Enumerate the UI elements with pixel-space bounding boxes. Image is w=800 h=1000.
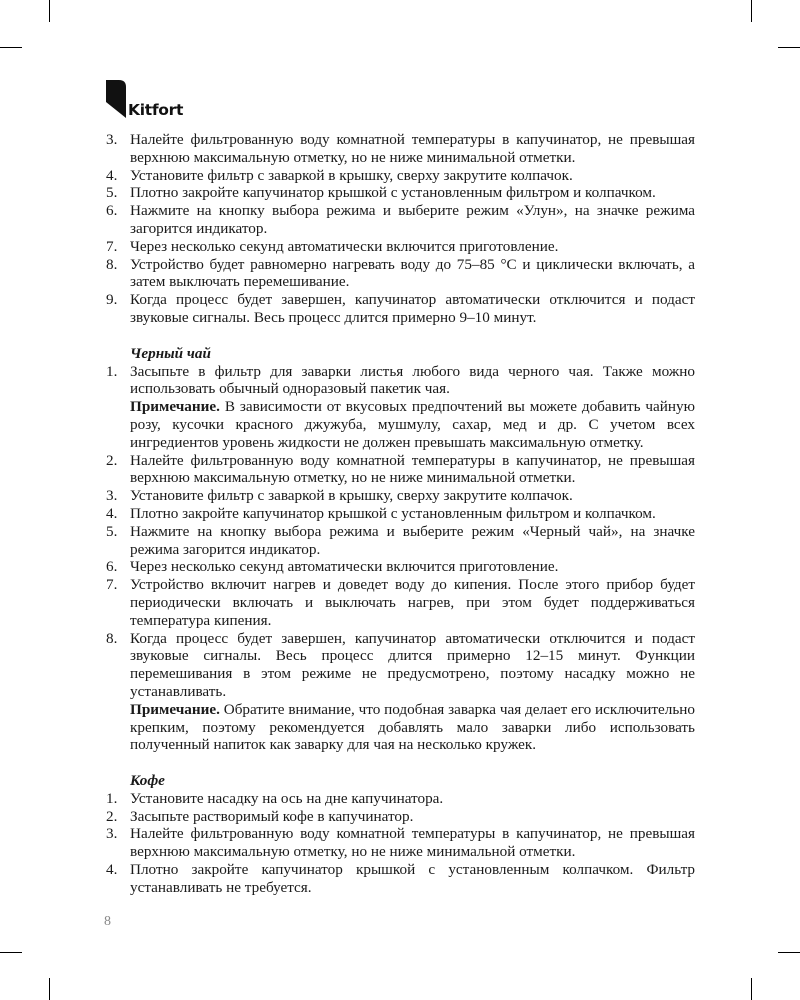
list-item [106, 256, 695, 292]
item-number: 3. [106, 487, 118, 505]
item-text: Засыпьте в фильтр для заварки листья любого вида черного чая. Также можно использовать обычный одноразовый пакетик чая. [130, 362, 695, 398]
item-number: 4. [106, 861, 118, 879]
list-item [106, 202, 695, 238]
item-number: 5. [106, 522, 118, 540]
list-item [106, 363, 695, 452]
item-number: 8. [106, 629, 118, 647]
list-item [106, 291, 695, 327]
note-label: Примечание. [130, 700, 220, 718]
crop-mark-bottom-left-h [0, 952, 22, 953]
note [130, 398, 695, 451]
item-text: Через несколько секунд автоматически включится приготовление. [130, 558, 559, 576]
note [130, 701, 695, 754]
brand-name: Kitfort [128, 100, 184, 119]
item-number: 4. [106, 166, 118, 184]
instruction-list [106, 131, 695, 327]
list-item [106, 238, 695, 256]
section-title: Черный чай [130, 344, 211, 362]
item-text: Плотно закройте капучинатор крышкой с установленным колпачком. Фильтр устанавливать не требуется. [130, 861, 695, 896]
item-number: 3. [106, 825, 118, 843]
note-label: Примечание. [130, 398, 220, 416]
list-item [106, 167, 695, 185]
item-text: Устройство включит нагрев и доведет воду до кипения. После этого прибор будет периодически включать и выключать нагрев, при этом будет поддерживаться температура кипения. [130, 576, 695, 629]
list-item [106, 452, 695, 488]
item-text: Нажмите на кнопку выбора режима и выберите режим «Улун», на значке режима загорится индикатор. [130, 202, 695, 237]
item-text: Засыпьте растворимый кофе в капучинатор. [130, 807, 414, 825]
kitfort-logo-icon [106, 80, 126, 118]
item-number: 2. [106, 451, 118, 469]
list-item [106, 576, 695, 629]
list-item [106, 825, 695, 861]
item-number: 2. [106, 807, 118, 825]
note-text: Обратите внимание, что подобная заварка чая делает его исключительно крепким, поэтому рекомендуется добавлять мало заварки либо использовать полученный напиток как заварку для чая на несколько кружек. [130, 700, 695, 754]
list-item [106, 487, 695, 505]
item-number: 3. [106, 131, 118, 148]
item-text: Установите фильтр с заваркой в крышку, сверху закрутите колпачок. [130, 487, 573, 505]
crop-mark-bottom-right-v [751, 978, 752, 1000]
item-number: 6. [106, 558, 118, 576]
item-text: Установите насадку на ось на дне капучинатора. [130, 789, 444, 807]
list-item [106, 630, 695, 755]
list-item [106, 184, 695, 202]
item-number: 7. [106, 237, 118, 255]
list-item [106, 558, 695, 576]
item-text: Нажмите на кнопку выбора режима и выберите режим «Черный чай», на значке режима загорится индикатор. [130, 522, 695, 558]
item-text: Когда процесс будет завершен, капучинатор автоматически отключится и подаст звуковые сигналы. Весь процесс длится примерно 12–15 минут. Функции перемешивания в этом режиме не предусмотрено, поэтому насадку можно не устанавливать. [130, 629, 695, 700]
list-item [106, 505, 695, 523]
page-number: 8 [104, 914, 111, 929]
list-item [106, 523, 695, 559]
instruction-list [106, 363, 695, 755]
instruction-list [106, 790, 695, 897]
item-number: 6. [106, 202, 118, 220]
crop-mark-top-right-h [778, 47, 800, 48]
item-number: 7. [106, 576, 118, 594]
item-text: Плотно закройте капучинатор крышкой с установленным фильтром и колпачком. [130, 504, 656, 522]
item-text: Когда процесс будет завершен, капучинатор автоматически отключится и подаст звуковые сигналы. Весь процесс длится примерно 9–10 минут. [130, 291, 695, 326]
item-number: 8. [106, 255, 118, 273]
list-item [106, 131, 695, 167]
item-number: 5. [106, 184, 118, 202]
document-body [106, 131, 695, 897]
item-number: 1. [106, 789, 118, 807]
note-text: В зависимости от вкусовых предпочтений вы можете добавить чайную розу, кусочки красного джужуба, мушмулу, сахар, мед и др. С учетом всех ингредиентов уровень жидкости не должен превышать максимальную отметку. [130, 398, 695, 451]
crop-mark-top-right-v [751, 0, 752, 22]
list-item [106, 790, 695, 808]
crop-mark-bottom-right-h [778, 952, 800, 953]
item-number: 4. [106, 504, 118, 522]
crop-mark-top-left-v [49, 0, 50, 22]
crop-mark-bottom-left-v [49, 978, 50, 1000]
item-number: 1. [106, 362, 118, 380]
item-text: Через несколько секунд автоматически включится приготовление. [130, 237, 559, 255]
section-title: Кофе [130, 772, 165, 790]
item-text: Налейте фильтрованную воду комнатной температуры в капучинатор, не превышая верхнюю максимальную отметку, но не ниже минимальной отметки. [130, 131, 695, 166]
crop-mark-top-left-h [0, 47, 22, 48]
item-text: Налейте фильтрованную воду комнатной температуры в капучинатор, не превышая верхнюю максимальную отметку, но не ниже минимальной отметки. [130, 451, 695, 487]
item-text: Устройство будет равномерно нагревать воду до 75–85 °С и циклически включать, а затем выключать перемешивание. [130, 255, 695, 291]
item-number: 9. [106, 291, 118, 309]
item-text: Установите фильтр с заваркой в крышку, сверху закрутите колпачок. [130, 166, 573, 184]
list-item [106, 808, 695, 826]
item-text: Налейте фильтрованную воду комнатной температуры в капучинатор, не превышая верхнюю максимальную отметку, но не ниже минимальной отметки. [130, 825, 695, 861]
brand-logo [106, 80, 183, 118]
list-item [106, 861, 695, 897]
item-text: Плотно закройте капучинатор крышкой с установленным фильтром и колпачком. [130, 184, 656, 202]
